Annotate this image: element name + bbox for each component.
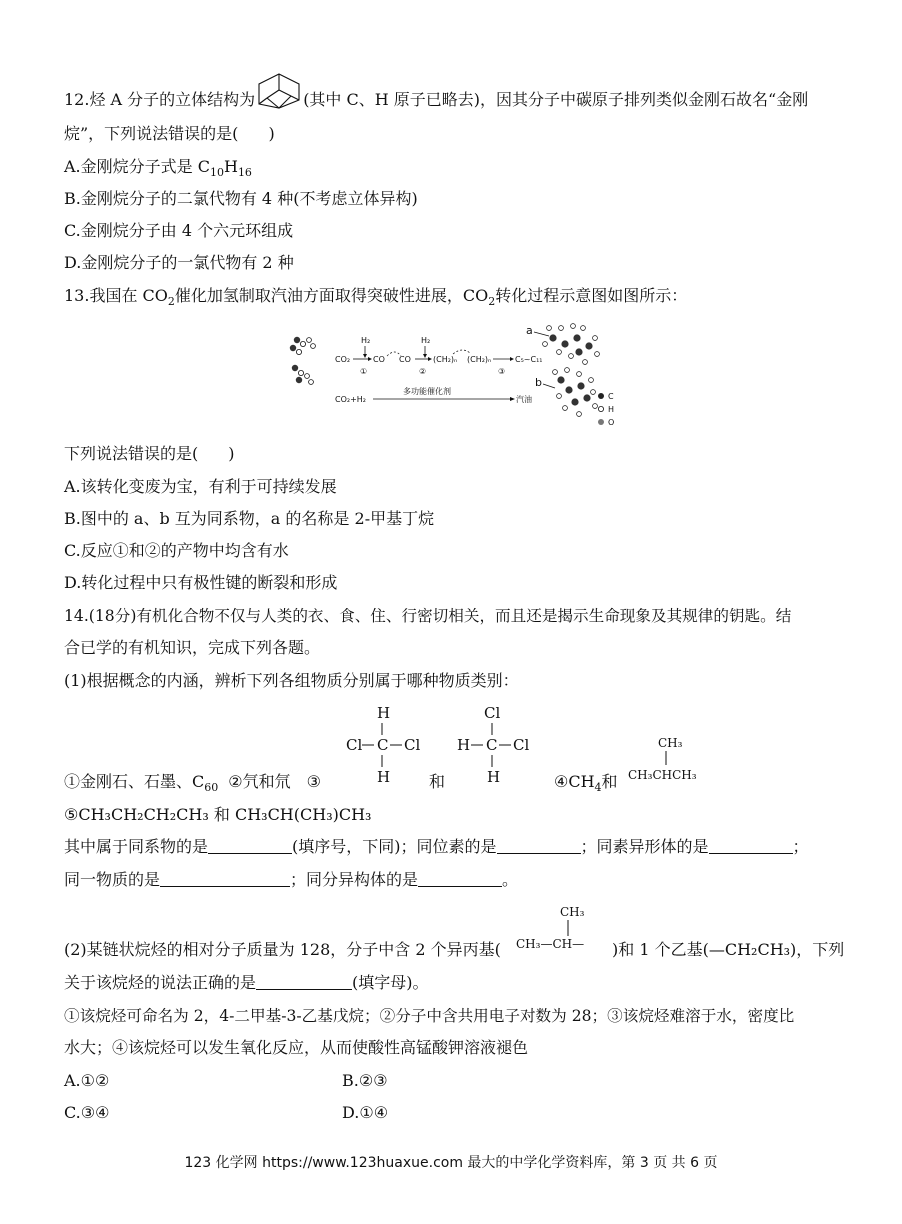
molecule-a xyxy=(543,324,600,365)
h2-label-2: H₂ xyxy=(421,336,431,345)
struct2-c: C xyxy=(486,736,498,754)
q12-stem-line1 xyxy=(64,90,808,110)
co2-conversion-diagram xyxy=(283,318,623,433)
q14-stem-line1: 14.(18分)有机化合物不仅与人类的衣、食、住、行密切相关，而且还是揭示生命现象及其规律的钥匙。结 xyxy=(64,607,792,625)
fill2-c: 。 xyxy=(502,870,519,889)
q14-option-c: C.③④ xyxy=(64,1103,110,1122)
item4-and: 和 xyxy=(601,772,618,791)
q12-stem-c: 烷”，下列说法错误的是( xyxy=(64,124,239,143)
adamantane-structure-figure xyxy=(255,70,303,110)
p2-c: 关于该烷烃的说法正确的是 xyxy=(64,973,257,992)
struct3-main: CH₃CHCH₃ xyxy=(628,768,697,782)
fill1-a: 其中属于同系物的是 xyxy=(64,837,209,856)
q14-part1-prompt: (1)根据概念的内涵，辨析下列各组物质分别属于哪种物质类别： xyxy=(64,671,519,690)
q14-part2-line2 xyxy=(64,973,429,993)
q13-option-d: D.转化过程中只有极性键的断裂和形成 xyxy=(64,573,338,592)
allotrope-answer-blank[interactable] xyxy=(709,837,793,854)
legend-o: O xyxy=(608,418,615,427)
same-substance-answer-blank[interactable] xyxy=(160,870,290,887)
q13-paren-close: ) xyxy=(228,444,235,463)
p2-d: (填字母)。 xyxy=(352,973,429,992)
fill2-a: 同一物质的是 xyxy=(64,870,161,889)
molecule-a-label: a xyxy=(526,324,533,337)
item2-text: ②氕和氘 xyxy=(228,772,291,791)
struct1-right: Cl xyxy=(404,736,421,754)
isomer-answer-blank[interactable] xyxy=(418,870,502,887)
dichloromethane-structure-2 xyxy=(457,704,529,786)
fill1-b: (填序号，下同)；同位素的是 xyxy=(292,837,497,856)
struct3-top: CH₃ xyxy=(658,736,683,750)
q12-opt-a-text: A.金刚烷分子式是 C xyxy=(64,157,210,176)
q14-item5: ⑤CH₃CH₂CH₂CH₃ 和 CH₃CH(CH₃)CH₃ xyxy=(64,805,372,824)
h2-label-1: H₂ xyxy=(361,336,371,345)
q13-option-b: B.图中的 a、b 互为同系物，a 的名称是 2-甲基丁烷 xyxy=(64,509,435,528)
c5-c11-label: C₅~C₁₁ xyxy=(515,355,543,364)
struct2-left: H xyxy=(457,736,471,754)
q12-stem-a: 12.烃 A 分子的立体结构为 xyxy=(64,90,256,109)
q14-option-b: B.②③ xyxy=(342,1071,388,1090)
q14-fill-line1 xyxy=(64,837,809,857)
part2-answer-blank[interactable] xyxy=(256,973,352,990)
struct2-top: Cl xyxy=(484,704,501,722)
q14-part2-line1 xyxy=(64,940,501,960)
q13-stem-mid: 催化加氢制取汽油方面取得突破性进展，CO xyxy=(174,286,489,305)
q12-paren-close: ) xyxy=(268,124,275,143)
dichloromethane-structure-1 xyxy=(346,704,420,786)
q14-item3-and: 和 xyxy=(429,772,446,791)
item1-sub: 60 xyxy=(204,781,219,795)
catalyst-label: 多功能催化剂 xyxy=(403,387,451,396)
isopropyl-top: CH₃ xyxy=(560,905,585,919)
q13-option-a: A.该转化变废为宝，有利于可持续发展 xyxy=(64,477,337,496)
step1-label: ① xyxy=(360,367,368,376)
q12-opt-a-h: H xyxy=(223,157,238,176)
q12-option-a xyxy=(64,157,252,180)
q12-option-d: D.金刚烷分子的一氯代物有 2 种 xyxy=(64,253,294,272)
q14-stem-line2: 合已学的有机知识，完成下列各题。 xyxy=(64,638,321,657)
q13-stem-post: 转化过程示意图如图所示： xyxy=(495,286,688,305)
diagram-legend xyxy=(598,392,614,427)
q14-fill-line2 xyxy=(64,870,518,890)
isotope-answer-blank[interactable] xyxy=(497,837,581,854)
struct1-c: C xyxy=(377,736,389,754)
co2-label: CO₂ xyxy=(335,355,351,364)
struct2-bottom: H xyxy=(487,768,501,786)
isobutane-structure xyxy=(626,733,726,785)
q14-items-line1 xyxy=(64,772,321,795)
q14-option-d: D.①④ xyxy=(342,1103,389,1122)
step2-label: ② xyxy=(419,367,427,376)
q13-stem-sub2: 2 xyxy=(488,295,496,309)
reactants-label: CO₂+H₂ xyxy=(335,395,367,404)
legend-h: H xyxy=(608,405,615,414)
isopropyl-group-structure xyxy=(514,902,610,956)
q13-prompt-text: 下列说法错误的是( xyxy=(64,444,199,463)
co-label-1: CO xyxy=(373,355,385,364)
q13-stem-pre: 13.我国在 CO xyxy=(64,286,168,305)
gasoline-label: 汽油 xyxy=(516,395,532,404)
struct1-left: Cl xyxy=(346,736,363,754)
ch2n-label-2: (CH₂)ₙ xyxy=(467,355,492,364)
item1-text: ①金刚石、石墨、C xyxy=(64,772,205,791)
struct2-right: Cl xyxy=(513,736,530,754)
q14-item4 xyxy=(554,772,618,795)
fill1-c: ；同素异形体的是 xyxy=(580,837,709,856)
legend-c: C xyxy=(608,392,614,401)
q12-stem-line2 xyxy=(64,124,275,144)
homolog-answer-blank[interactable] xyxy=(208,837,292,854)
q12-option-b: B.金刚烷分子的二氯代物有 4 种(不考虑立体异构) xyxy=(64,189,418,208)
q13-stem xyxy=(64,286,688,309)
step3-label: ③ xyxy=(498,367,506,376)
struct1-bottom: H xyxy=(377,768,391,786)
q12-opt-a-sub1: 10 xyxy=(209,166,224,180)
fill2-b: ；同分异构体的是 xyxy=(290,870,419,889)
q12-stem-b: (其中 C、H 原子已略去)，因其分子中碳原子排列类似金刚石故名“金刚 xyxy=(303,90,809,109)
q13-stem-sub: 2 xyxy=(167,295,175,309)
molecule-b xyxy=(553,368,598,417)
q13-option-c: C.反应①和②的产物中均含有水 xyxy=(64,541,289,560)
item4-text: ④CH xyxy=(554,772,595,791)
ch2n-label-1: (CH₂)ₙ xyxy=(433,355,458,364)
isopropyl-main: CH₃—CH— xyxy=(516,937,585,951)
q14-statement-line2: 水大；④该烷烃可以发生氧化反应，从而使酸性高锰酸钾溶液褪色 xyxy=(64,1038,529,1057)
page-footer: 123 化学网 https://www.123huaxue.com 最大的中学化学资料库，第 3 页 共 6 页 xyxy=(184,1155,718,1171)
q13-prompt xyxy=(64,444,235,464)
struct1-top: H xyxy=(377,704,391,722)
q12-option-c: C.金刚烷分子由 4 个六元环组成 xyxy=(64,221,294,240)
fill1-d: ； xyxy=(792,837,809,856)
q14-statement-line1: ①该烷烃可命名为 2，4-二甲基-3-乙基戊烷；②分子中含共用电子对数为 28；③该烷烃难溶于水，密度比 xyxy=(64,1007,795,1025)
molecule-b-label: b xyxy=(535,376,542,389)
p2-a: (2)某链状烷烃的相对分子质量为 128，分子中含 2 个异丙基( xyxy=(64,940,501,959)
co-label-2: CO xyxy=(399,355,411,364)
q14-part2-line1-tail: )和 1 个乙基(—CH₂CH₃)，下列 xyxy=(612,940,845,959)
q14-option-a: A.①② xyxy=(64,1071,110,1090)
q12-opt-a-sub2: 16 xyxy=(237,166,252,180)
item3-text: ③ xyxy=(306,772,321,791)
co2-molecules-cluster xyxy=(290,337,316,385)
item4-sub: 4 xyxy=(594,781,602,795)
